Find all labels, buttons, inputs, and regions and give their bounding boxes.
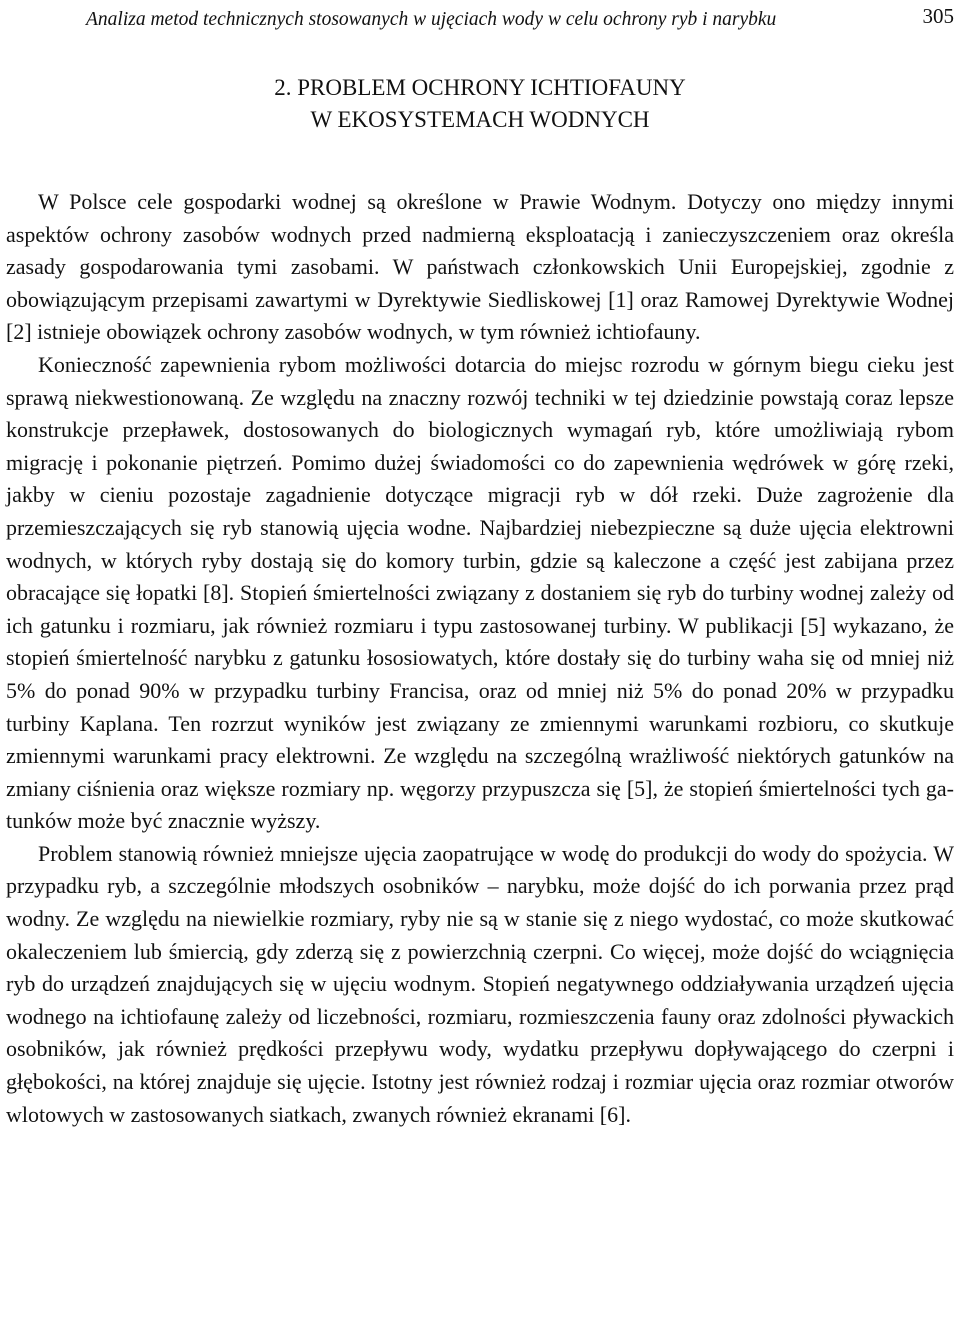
page-number: 305 xyxy=(922,4,954,28)
paragraph-2: Konieczność zapewnienia rybom możliwości dotarcia do miejsc rozrodu w górnym biegu cieku jest sprawą niekwestionowaną. Ze względu na znaczny rozwój techniki w tej dziedzinie powstają coraz lepsze konstrukcje przepławek, dostosowanych do biologicznych wymagań ryb, które umożliwiają rybom migrację i pokonanie piętrzeń. Pomimo dużej świadomości co do zapewnienia wędrówek w górę rzeki, jakby w cieniu pozostaje zagadnienie dotyczące migracji ryb w dół rzeki. Duże zagrożenie dla przemieszczających się ryb stanowią ujęcia wodne. Najbardziej niebezpieczne są duże ujęcia elektrowni wodnych, w których ryby dostają się do komory turbin, gdzie są kaleczone a część jest zabijana przez obracające się łopatki [8]. Stopień śmiertelności związany z dostaniem się ryb do turbiny wodnej zależy od ich gatunku i rozmiaru, jak również rozmiaru i typu zastosowanej turbiny. W publikacji [5] wykazano, że stopień śmiertelność narybku z gatunku łososiowatych, które dostały się do turbiny waha się od mniej niż 5% do ponad 90% w przypadku turbiny Francisa, oraz od mniej niż 5% do ponad 20% w przypadku turbiny Kaplana. Ten rozrzut wyników jest związany ze zmiennymi warunkami rozbioru, co skutkuje zmiennymi warunkami pracy elektrowni. Ze względu na szczególną wrażliwość niektórych gatunków na zmiany ciśnienia oraz większe rozmiary np. węgorzy przypuszcza się [5], że stopień śmiertelności tych gatunków może być znacznie wyższy. xyxy=(6,351,954,834)
section-heading-line-2: W EKOSYSTEMACH WODNYCH xyxy=(310,107,650,132)
body-text xyxy=(6,186,954,1131)
paragraph-3: Problem stanowią również mniejsze ujęcia zaopatrujące w wodę do produkcji do wody do spożycia. W przypadku ryb, a szczególnie młodszych osobników – narybku, może dojść do ich porwania przez prąd wodny. Ze względu na niewielkie rozmiary, ryby nie są w stanie się z niego wydostać, co może skutkować okaleczeniem lub śmiercią, gdy zderzą się z powierzchnią czerpni. Co więcej, może dojść do wciągnięcia ryb do urządzeń znajdujących się w ujęciu wodnym. Stopień negatywnego oddziaływania urządzeń ujęcia wodnego na ichtiofaunę zależy od liczebności, rozmiaru, rozmieszczenia fauny oraz zdolności pływackich osobników, jak również prędkości przepływu wody, wydatku przepływu dopływającego do czerpni i głębokości, na której znajduje się ujęcie. Istotny jest również rodzaj i rozmiar ujęcia oraz rozmiar otworów wlotowych w zastosowanych siatkach, zwanych również ekranami [6]. xyxy=(6,840,954,1127)
paragraph-1: W Polsce cele gospodarki wodnej są określone w Prawie Wodnym. Dotyczy ono między innymi aspektów ochrony zasobów wodnych przed nadmierną eksploatacją i zanieczyszczeniem oraz określa zasady gospodarowania tymi zasobami. W państwach członkowskich Unii Europejskiej, zgodnie z obowiązującym przepisami zawartymi w Dyrektywie Siedliskowej [1] oraz Ramowej Dyrektywie Wodnej [2] istnieje obowiązek ochrony zasobów wodnych, w tym również ichtiofauny. xyxy=(6,189,954,345)
running-header xyxy=(0,4,960,36)
running-title: Analiza metod technicznych stosowanych w ujęciach wody w celu ochrony ryb i narybku xyxy=(86,9,777,30)
section-heading xyxy=(0,72,960,136)
section-heading-line-1: 2. PROBLEM OCHRONY ICHTIOFAUNY xyxy=(274,75,686,100)
